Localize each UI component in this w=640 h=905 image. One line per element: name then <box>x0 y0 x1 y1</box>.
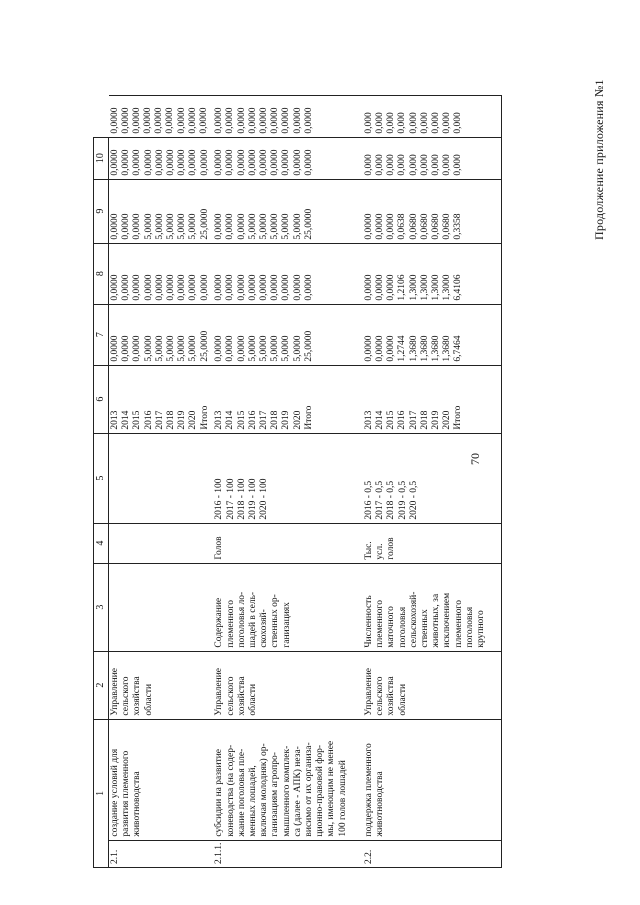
row-total-line: 5,0000 <box>259 335 270 362</box>
row-federal-line: 0,0000 <box>154 274 165 301</box>
row-total-line: 0,0000 <box>121 335 132 362</box>
row-indicator-line: скохозяй- <box>259 609 270 648</box>
row-years-line: 2020 <box>442 410 453 430</box>
row-indicator-line: шадей в сель- <box>247 591 258 648</box>
row-years-line: 2017 <box>408 410 419 430</box>
row-regional-line: 0,0000 <box>225 213 236 240</box>
row-name-line: животноводства <box>132 771 143 837</box>
row-total-line: 5,0000 <box>292 335 303 362</box>
row-years-line: 2015 <box>386 410 397 430</box>
row-executor-line: Управление <box>363 667 374 716</box>
row-name-line: мы, имеющим не менее <box>326 740 337 837</box>
row-other-line: 0,0000 <box>109 107 120 134</box>
row-indicator <box>363 563 501 651</box>
row-years-line: Итого <box>453 405 464 430</box>
row-indicator-line: племенного <box>453 600 464 648</box>
row-indicator-line: поголовья <box>397 606 408 648</box>
row-total-line: 5,0000 <box>247 335 258 362</box>
row-other-line: 0,0000 <box>236 107 247 134</box>
row-municipal-line: 0,0000 <box>199 149 210 176</box>
row-regional <box>213 179 363 243</box>
row-municipal-line: 0,000 <box>442 154 453 176</box>
row-other-line: 0,0000 <box>165 107 176 134</box>
table-row <box>213 95 363 867</box>
row-federal-line: 0,0000 <box>110 274 120 301</box>
row-federal-line: 0,0000 <box>386 274 397 301</box>
row-municipal-line: 0,000 <box>386 154 397 176</box>
row-regional-line: 0,0000 <box>386 213 397 240</box>
row-federal-line: 0,0000 <box>303 274 314 301</box>
row-indicator-line: племенного <box>375 600 386 648</box>
row-code-text: 2.1.1. <box>214 842 225 864</box>
row-total-line: 5,0000 <box>281 335 292 362</box>
row-target <box>109 433 214 523</box>
row-municipal-line: 0,0000 <box>188 149 199 176</box>
row-regional-line: 0,3358 <box>453 213 464 240</box>
row-unit <box>213 523 363 563</box>
row-regional-line: 0,0000 <box>110 213 120 240</box>
row-other-line: 0,000 <box>431 112 442 134</box>
row-regional-line: 5,0000 <box>259 213 270 240</box>
row-total-line: 5,0000 <box>270 335 281 362</box>
row-name-line: развития племенного <box>121 750 132 837</box>
column-number-row <box>94 95 109 867</box>
row-indicator-line: крупного <box>475 610 486 648</box>
row-target-line: 2017 - 0,5 <box>375 480 386 520</box>
row-municipal-line: 0,0000 <box>165 149 176 176</box>
row-years-line: 2015 <box>132 410 143 430</box>
row-municipal-line: 0,0000 <box>259 149 270 176</box>
row-municipal-line: 0,0000 <box>143 149 154 176</box>
row-other-line: 0,0000 <box>187 107 198 134</box>
col-number-6: 6 <box>94 365 109 433</box>
row-other-line: 0,0000 <box>199 107 209 134</box>
row-total-line: 0,0000 <box>236 335 247 362</box>
row-years-line: 2013 <box>110 410 120 430</box>
row-executor-line: хозяйства <box>132 676 143 716</box>
row-name-line: са (далее - АПК) неза- <box>292 746 303 837</box>
row-regional-line: 5,0000 <box>177 213 188 240</box>
row-federal-line: 0,0000 <box>199 274 210 301</box>
row-federal-line: 0,0000 <box>292 274 303 301</box>
row-total-line: 25,0000 <box>199 330 210 362</box>
row-target-line: 2017 - 100 <box>225 478 236 520</box>
row-years-line: 2017 <box>154 410 165 430</box>
row-executor-line: сельского <box>375 676 386 716</box>
row-name-line: создание условий для <box>110 748 120 837</box>
row-federal-line: 0,0000 <box>214 274 225 301</box>
row-target-line: 2019 - 100 <box>247 478 258 520</box>
row-indicator-line: Содержание <box>214 597 225 648</box>
col-number-4: 4 <box>94 523 109 563</box>
row-target-line: 2018 - 0,5 <box>386 480 397 520</box>
row-regional-line: 5,0000 <box>165 213 176 240</box>
row-target-line: 2018 - 100 <box>236 478 247 520</box>
row-other-line: 0,000 <box>386 112 397 134</box>
row-federal-line: 1,2106 <box>397 274 408 301</box>
row-municipal-line: 0,0000 <box>110 149 120 176</box>
row-name-line: субсидии на развитие <box>214 748 225 837</box>
row-municipal-line: 0,0000 <box>247 149 258 176</box>
row-total <box>213 304 363 365</box>
row-other-line: 0,0000 <box>292 107 303 134</box>
row-target-line: 2020 - 100 <box>259 478 270 520</box>
row-total-line: 1,3680 <box>408 335 419 362</box>
row-years-line: 2014 <box>225 410 236 430</box>
row-years-line: 2013 <box>363 410 374 430</box>
row-years-line: 2019 <box>431 410 442 430</box>
row-regional-line: 0,0000 <box>121 213 132 240</box>
row-code <box>213 840 363 867</box>
row-regional-line: 0,0680 <box>408 213 419 240</box>
row-years-line: 2015 <box>236 410 247 430</box>
row-other <box>363 95 501 137</box>
row-other-line: 0,000 <box>442 112 453 134</box>
row-municipal-line: 0,0000 <box>121 149 132 176</box>
row-municipal-line: 0,0000 <box>303 149 314 176</box>
row-municipal-line: 0,000 <box>431 154 442 176</box>
row-regional-line: 0,0000 <box>236 213 247 240</box>
row-unit-line: голов <box>386 537 397 560</box>
row-target <box>213 433 363 523</box>
row-name-line: жание поголовья пле- <box>236 748 247 837</box>
row-federal-line: 0,0000 <box>363 274 374 301</box>
row-total <box>363 304 501 365</box>
row-years-line: 2014 <box>375 410 386 430</box>
row-other-line: 0,000 <box>453 112 464 134</box>
row-years <box>363 365 501 433</box>
row-name-line: висимо от их организа- <box>303 742 314 837</box>
row-municipal-line: 0,000 <box>453 154 464 176</box>
row-name-line: мышленного комплек- <box>281 745 292 837</box>
row-indicator-line: маточного <box>386 606 397 648</box>
row-federal <box>213 243 363 304</box>
row-regional-line: 0,0680 <box>419 213 430 240</box>
row-municipal <box>213 137 363 179</box>
row-years-line: 2016 <box>397 410 408 430</box>
row-federal-line: 1,3000 <box>408 274 419 301</box>
row-executor-line: хозяйства <box>386 676 397 716</box>
row-regional-line: 5,0000 <box>270 213 281 240</box>
row-years-line: 2018 <box>270 410 281 430</box>
row-federal-line: 1,3000 <box>442 274 453 301</box>
row-total-line: 1,3680 <box>442 335 453 362</box>
row-unit-line: усл. <box>375 543 386 560</box>
col-number-3: 3 <box>94 563 109 651</box>
row-municipal-line: 0,000 <box>419 154 430 176</box>
row-years <box>213 365 363 433</box>
row-other-line: 0,000 <box>375 112 386 134</box>
row-name-line: включая молодняк) ор- <box>259 743 270 837</box>
row-total-line: 0,0000 <box>375 335 386 362</box>
row-municipal-line: 0,0000 <box>214 149 225 176</box>
row-indicator-line: поголовья <box>464 606 475 648</box>
col-number-1: 1 <box>94 719 109 867</box>
row-years-line: 2020 <box>188 410 199 430</box>
row-unit <box>363 523 501 563</box>
row-municipal <box>363 137 501 179</box>
row-code <box>363 840 501 867</box>
row-federal-line: 0,0000 <box>259 274 270 301</box>
row-other-line: 0,0000 <box>270 107 281 134</box>
table-body <box>109 95 502 867</box>
row-federal-line: 0,0000 <box>236 274 247 301</box>
row-federal-line: 0,0000 <box>143 274 154 301</box>
row-indicator-line: ственных ор- <box>270 594 281 648</box>
row-unit <box>109 523 214 563</box>
row-indicator-line: племенного <box>225 600 236 648</box>
row-federal-line: 0,0000 <box>270 274 281 301</box>
row-federal-line: 0,0000 <box>165 274 176 301</box>
row-name-line: животноводства <box>375 771 386 837</box>
row-years-line: 2014 <box>121 410 132 430</box>
row-years-line: 2016 <box>143 410 154 430</box>
row-indicator-line: Численность <box>363 595 374 648</box>
table-row <box>109 95 214 867</box>
row-executor-line: Управление <box>110 667 120 716</box>
row-municipal-line: 0,0000 <box>154 149 165 176</box>
row-name-line: ганизациям агропро- <box>270 752 281 837</box>
row-total <box>109 304 214 365</box>
page-number: 70 <box>468 453 482 465</box>
row-target-line: 2016 - 100 <box>214 478 225 520</box>
row-total-line: 5,0000 <box>165 335 176 362</box>
row-federal-line: 1,3000 <box>419 274 430 301</box>
row-municipal <box>109 137 214 179</box>
row-federal-line: 1,3000 <box>431 274 442 301</box>
row-municipal-line: 0,0000 <box>292 149 303 176</box>
row-executor-line: области <box>143 683 154 716</box>
row-executor-line: сельского <box>121 676 132 716</box>
row-regional-line: 0,0680 <box>431 213 442 240</box>
col-number-9: 9 <box>94 179 109 243</box>
row-other-line: 0,0000 <box>143 107 154 134</box>
row-federal-line: 0,0000 <box>121 274 132 301</box>
row-name <box>109 719 214 840</box>
program-table <box>93 95 502 868</box>
row-municipal-line: 0,0000 <box>270 149 281 176</box>
row-years-line: 2013 <box>214 410 225 430</box>
col-number-7: 7 <box>94 304 109 365</box>
row-years-line: 2016 <box>247 410 258 430</box>
row-regional-line: 5,0000 <box>154 213 165 240</box>
row-regional-line: 0,0000 <box>132 213 143 240</box>
row-target-line: 2020 - 0,5 <box>408 480 419 520</box>
row-indicator <box>109 563 214 651</box>
row-regional-line: 0,0638 <box>397 213 408 240</box>
row-total-line: 5,0000 <box>143 335 154 362</box>
row-total-line: 1,3680 <box>431 335 442 362</box>
row-years-line: 2019 <box>281 410 292 430</box>
row-federal-line: 6,4106 <box>453 274 464 301</box>
row-federal-line: 0,0000 <box>247 274 258 301</box>
row-regional <box>109 179 214 243</box>
page-header: Продолжение приложения №1 <box>592 79 606 240</box>
row-years-line: 2020 <box>292 410 303 430</box>
row-other-line: 0,0000 <box>131 107 142 134</box>
row-total-line: 5,0000 <box>154 335 165 362</box>
row-total-line: 0,0000 <box>214 335 225 362</box>
row-unit-line: Тыс. <box>363 541 374 560</box>
col-number-5: 5 <box>94 433 109 523</box>
row-executor-line: области <box>397 683 408 716</box>
row-municipal-line: 0,000 <box>397 154 408 176</box>
row-indicator-line: исключением <box>442 592 453 648</box>
row-regional-line: 5,0000 <box>247 213 258 240</box>
row-regional-line: 0,0000 <box>214 213 225 240</box>
row-total-line: 1,3680 <box>419 335 430 362</box>
row-other-line: 0,0000 <box>120 107 131 134</box>
row-target-line: 2016 - 0,5 <box>363 480 374 520</box>
row-other-line: 0,0000 <box>225 107 236 134</box>
row-executor-line: Управление <box>214 667 225 716</box>
col-number-10: 10 <box>94 137 109 179</box>
row-federal-line: 0,0000 <box>375 274 386 301</box>
row-regional-line: 5,0000 <box>292 213 303 240</box>
row-other-line: 0,000 <box>397 112 408 134</box>
row-other-line: 0,000 <box>408 112 419 134</box>
row-total-line: 0,0000 <box>110 335 120 362</box>
row-municipal-line: 0,000 <box>363 154 374 176</box>
row-years-line: 2018 <box>165 410 176 430</box>
row-federal-line: 0,0000 <box>132 274 143 301</box>
row-total-line: 0,0000 <box>225 335 236 362</box>
row-other-line: 0,0000 <box>154 107 165 134</box>
row-executor-line: области <box>247 683 258 716</box>
row-indicator-line: сельскохозяй- <box>408 591 419 648</box>
row-other-line: 0,0000 <box>247 107 258 134</box>
row-total-line: 5,0000 <box>177 335 188 362</box>
col-number-2: 2 <box>94 651 109 719</box>
row-federal <box>109 243 214 304</box>
row-total-line: 5,0000 <box>188 335 199 362</box>
row-name-line: коневодства (на содер- <box>225 744 236 837</box>
row-years <box>109 365 214 433</box>
row-regional-line: 0,0000 <box>375 213 386 240</box>
row-regional-line: 25,0000 <box>199 208 210 240</box>
row-name-line: менных лошадей, <box>247 765 258 837</box>
row-regional-line: 0,0680 <box>442 213 453 240</box>
row-target <box>363 433 501 523</box>
row-name-line: поддержка племенного <box>363 743 374 837</box>
row-regional <box>363 179 501 243</box>
row-municipal-line: 0,0000 <box>225 149 236 176</box>
row-indicator-line: ганизациях <box>281 602 292 648</box>
row-other <box>109 95 214 137</box>
row-federal <box>363 243 501 304</box>
row-code-text: 2.2. <box>363 849 374 864</box>
row-unit-line: Голов <box>214 536 225 560</box>
row-years-line: Итого <box>303 405 314 430</box>
row-indicator-line: поголовья ло- <box>236 591 247 648</box>
row-regional-line: 5,0000 <box>281 213 292 240</box>
row-indicator <box>213 563 363 651</box>
row-years-line: 2017 <box>259 410 270 430</box>
row-indicator-line: животных, за <box>431 593 442 648</box>
row-executor <box>109 651 214 719</box>
row-other-line: 0,0000 <box>259 107 270 134</box>
row-other-line: 0,0000 <box>214 107 225 134</box>
row-municipal-line: 0,0000 <box>177 149 188 176</box>
row-name-line: ционно-правовой фор- <box>315 744 326 837</box>
row-total-line: 0,0000 <box>363 335 374 362</box>
row-other-line: 0,0000 <box>281 107 292 134</box>
row-name <box>363 719 501 840</box>
row-other-line: 0,000 <box>363 112 374 134</box>
row-years-line: 2018 <box>419 410 430 430</box>
row-executor <box>213 651 363 719</box>
row-regional-line: 5,0000 <box>188 213 199 240</box>
col-number-8: 8 <box>94 243 109 304</box>
row-target-line: 2019 - 0,5 <box>397 480 408 520</box>
row-other-line: 0,0000 <box>303 107 314 134</box>
row-federal-line: 0,0000 <box>177 274 188 301</box>
row-federal-line: 0,0000 <box>188 274 199 301</box>
row-other <box>213 95 363 137</box>
row-indicator-line: ственных <box>419 609 430 648</box>
row-code <box>109 840 214 867</box>
row-regional-line: 0,0000 <box>363 213 374 240</box>
row-regional-line: 5,0000 <box>143 213 154 240</box>
row-municipal-line: 0,0000 <box>236 149 247 176</box>
row-other-line: 0,0000 <box>176 107 187 134</box>
row-executor <box>363 651 501 719</box>
row-municipal-line: 0,0000 <box>132 149 143 176</box>
row-federal-line: 0,0000 <box>225 274 236 301</box>
row-name-line: 100 голов лошадей <box>337 760 348 837</box>
row-municipal-line: 0,000 <box>375 154 386 176</box>
row-federal-line: 0,0000 <box>281 274 292 301</box>
row-executor-line: хозяйства <box>236 676 247 716</box>
table-row <box>363 95 501 867</box>
row-name <box>213 719 363 840</box>
row-years-line: Итого <box>199 405 210 430</box>
row-other-line: 0,000 <box>419 112 430 134</box>
row-regional-line: 25,0000 <box>303 208 314 240</box>
row-years-line: 2019 <box>177 410 188 430</box>
row-total-line: 0,0000 <box>386 335 397 362</box>
row-code-text: 2.1. <box>110 849 120 864</box>
row-total-line: 0,0000 <box>132 335 143 362</box>
row-executor-line: сельского <box>225 676 236 716</box>
row-total-line: 1,2744 <box>397 335 408 362</box>
row-total-line: 6,7464 <box>453 335 464 362</box>
row-total-line: 25,0000 <box>303 330 314 362</box>
row-municipal-line: 0,0000 <box>281 149 292 176</box>
row-municipal-line: 0,000 <box>408 154 419 176</box>
